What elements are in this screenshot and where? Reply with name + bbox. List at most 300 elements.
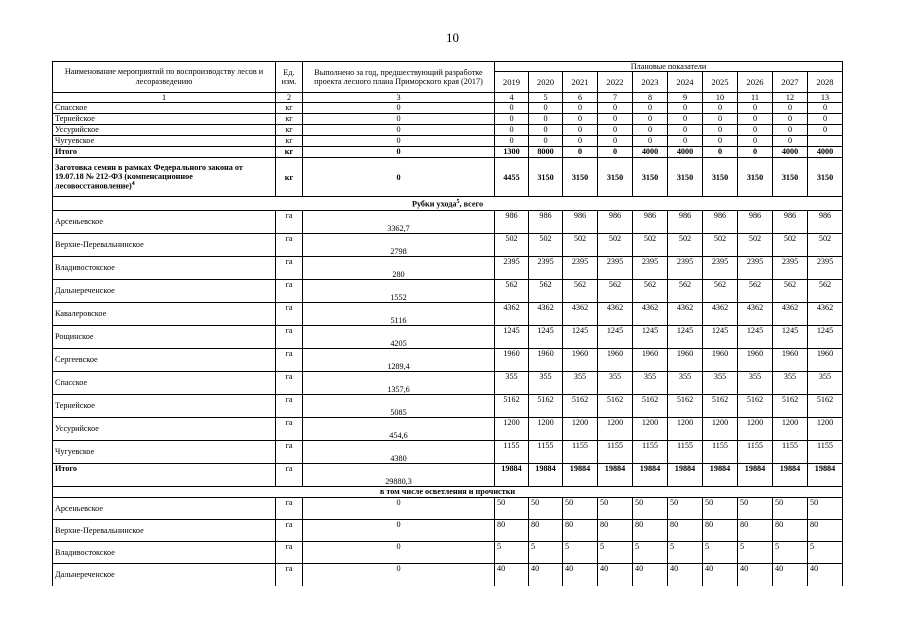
row-plan-value: 1155 (495, 440, 529, 463)
row-unit: га (276, 541, 303, 563)
year-header: 2020 (529, 72, 563, 93)
header-unit: Ед. изм. (276, 62, 303, 93)
row-name: Чугуевское (53, 440, 276, 463)
header-plan: Плановые показатели (495, 62, 843, 72)
row-name: Тернейское (53, 394, 276, 417)
row-plan-value: 1960 (563, 348, 598, 371)
row-plan-value: 0 (773, 125, 808, 136)
row-plan-value: 355 (773, 371, 808, 394)
row-plan-value: 986 (563, 210, 598, 233)
row-plan-value: 2395 (598, 256, 633, 279)
header-name: Наименование мероприятий по воспроизводству лесов и лесоразведению (53, 62, 276, 93)
row-plan-value: 986 (703, 210, 738, 233)
column-number: 2 (276, 93, 303, 103)
row-plan-value: 1960 (773, 348, 808, 371)
row-done-2017: 4380 (303, 440, 495, 463)
row-plan-value: 40 (563, 563, 598, 586)
row-plan-value (808, 136, 843, 147)
column-number: 10 (703, 93, 738, 103)
row-plan-value: 5 (738, 541, 773, 563)
row-done-2017: 1357,6 (303, 371, 495, 394)
row-plan-value: 5 (563, 541, 598, 563)
table-row (53, 279, 843, 302)
row-plan-value: 19884 (633, 463, 668, 486)
table-row (53, 114, 843, 125)
row-plan-value: 1155 (738, 440, 773, 463)
row-unit: га (276, 210, 303, 233)
row-plan-value: 50 (773, 497, 808, 519)
row-plan-value: 1200 (808, 417, 843, 440)
row-plan-value: 0 (738, 136, 773, 147)
row-plan-value: 5162 (703, 394, 738, 417)
row-plan-value: 1200 (668, 417, 703, 440)
row-unit: га (276, 279, 303, 302)
row-plan-value: 1245 (703, 325, 738, 348)
section-care-cuttings-label (53, 197, 843, 211)
row-plan-value: 40 (495, 563, 529, 586)
row-plan-value: 80 (529, 519, 563, 541)
table-row (53, 233, 843, 256)
row-plan-value: 40 (808, 563, 843, 586)
column-number: 5 (529, 93, 563, 103)
table-row (53, 136, 843, 147)
row-done-2017: 454,6 (303, 417, 495, 440)
row-plan-value: 5 (529, 541, 563, 563)
section-label: Рубки ухода (411, 199, 457, 209)
row-plan-value: 986 (773, 210, 808, 233)
row-plan-value: 502 (808, 233, 843, 256)
row-done-2017: 0 (303, 158, 495, 197)
row-unit: кг (276, 103, 303, 114)
row-name: Дальнереченское (53, 563, 276, 586)
row-plan-value: 3150 (773, 158, 808, 197)
row-plan-value: 1960 (738, 348, 773, 371)
row-plan-value: 5 (668, 541, 703, 563)
row-plan-value: 5 (633, 541, 668, 563)
row-plan-value: 502 (495, 233, 529, 256)
row-plan-value: 19884 (808, 463, 843, 486)
row-plan-value: 1300 (495, 147, 529, 158)
row-plan-value: 0 (703, 103, 738, 114)
column-number: 8 (633, 93, 668, 103)
row-done-2017: 0 (303, 125, 495, 136)
section-label: в том числе осветления и прочистки (379, 486, 516, 496)
row-plan-value: 40 (773, 563, 808, 586)
row-plan-value: 0 (495, 103, 529, 114)
row-name: Тернейское (53, 114, 276, 125)
row-plan-value: 0 (808, 114, 843, 125)
table-row (53, 325, 843, 348)
row-name: Спасское (53, 371, 276, 394)
row-plan-value: 80 (495, 519, 529, 541)
year-header: 2021 (563, 72, 598, 93)
row-unit: га (276, 325, 303, 348)
row-plan-value: 50 (738, 497, 773, 519)
row-plan-value: 0 (495, 125, 529, 136)
row-plan-value: 1155 (773, 440, 808, 463)
row-plan-value: 562 (668, 279, 703, 302)
year-header: 2028 (808, 72, 843, 93)
row-plan-value: 0 (773, 136, 808, 147)
row-plan-value: 562 (738, 279, 773, 302)
column-number: 11 (738, 93, 773, 103)
row-name: Итого (53, 463, 276, 486)
year-header: 2024 (668, 72, 703, 93)
row-plan-value: 19884 (529, 463, 563, 486)
row-name: Кавалеровское (53, 302, 276, 325)
row-plan-value: 1960 (529, 348, 563, 371)
row-unit: га (276, 233, 303, 256)
row-plan-value: 0 (773, 114, 808, 125)
row-plan-value: 5162 (808, 394, 843, 417)
row-plan-value: 1155 (703, 440, 738, 463)
row-plan-value: 1155 (668, 440, 703, 463)
row-plan-value: 80 (668, 519, 703, 541)
row-unit: кг (276, 136, 303, 147)
row-plan-value: 355 (598, 371, 633, 394)
row-unit: кг (276, 147, 303, 158)
row-plan-value: 0 (808, 103, 843, 114)
row-plan-value: 5 (598, 541, 633, 563)
row-plan-value: 1960 (633, 348, 668, 371)
row-plan-value: 2395 (668, 256, 703, 279)
row-unit: га (276, 497, 303, 519)
row-plan-value: 80 (563, 519, 598, 541)
row-unit: га (276, 371, 303, 394)
section-suffix: , всего (459, 199, 484, 209)
row-unit: га (276, 417, 303, 440)
row-plan-value: 1960 (808, 348, 843, 371)
row-plan-value: 4000 (668, 147, 703, 158)
row-plan-value: 2395 (529, 256, 563, 279)
column-number: 4 (495, 93, 529, 103)
row-plan-value: 19884 (738, 463, 773, 486)
row-plan-value: 4362 (703, 302, 738, 325)
row-name: Уссурийское (53, 417, 276, 440)
row-plan-value: 986 (598, 210, 633, 233)
row-plan-value: 0 (529, 136, 563, 147)
row-name: Арсеньевское (53, 497, 276, 519)
row-plan-value: 4455 (495, 158, 529, 197)
section-clearing (53, 486, 843, 497)
row-done-2017: 5116 (303, 302, 495, 325)
row-plan-value: 1200 (529, 417, 563, 440)
row-plan-value: 3150 (598, 158, 633, 197)
table-row (53, 541, 843, 563)
row-unit: га (276, 394, 303, 417)
row-unit: га (276, 256, 303, 279)
row-plan-value: 1245 (633, 325, 668, 348)
row-plan-value: 40 (703, 563, 738, 586)
table-row (53, 302, 843, 325)
row-plan-value: 1200 (703, 417, 738, 440)
row-plan-value: 355 (703, 371, 738, 394)
row-done-2017: 29880,3 (303, 463, 495, 486)
row-plan-value: 4362 (773, 302, 808, 325)
row-name: Арсеньевское (53, 210, 276, 233)
row-plan-value: 1960 (668, 348, 703, 371)
column-number-row (53, 93, 843, 103)
year-header: 2023 (633, 72, 668, 93)
row-plan-value: 4362 (495, 302, 529, 325)
row-plan-value: 50 (703, 497, 738, 519)
row-plan-value: 0 (633, 136, 668, 147)
row-unit: га (276, 519, 303, 541)
section-care-cuttings (53, 197, 843, 211)
row-plan-value: 502 (598, 233, 633, 256)
row-plan-value: 355 (495, 371, 529, 394)
year-header: 2026 (738, 72, 773, 93)
table-row (53, 125, 843, 136)
row-plan-value: 355 (738, 371, 773, 394)
row-plan-value: 0 (703, 136, 738, 147)
row-plan-value: 355 (563, 371, 598, 394)
row-plan-value: 1245 (668, 325, 703, 348)
row-plan-value: 0 (633, 114, 668, 125)
row-name: Спасское (53, 103, 276, 114)
table-row (53, 417, 843, 440)
row-plan-value: 1960 (703, 348, 738, 371)
row-plan-value: 5162 (633, 394, 668, 417)
row-plan-value: 1200 (773, 417, 808, 440)
row-plan-value: 50 (529, 497, 563, 519)
row-plan-value: 4000 (773, 147, 808, 158)
row-plan-value: 502 (668, 233, 703, 256)
row-plan-value: 0 (563, 147, 598, 158)
row-plan-value: 0 (738, 114, 773, 125)
row-plan-value: 50 (598, 497, 633, 519)
row-plan-value: 4000 (633, 147, 668, 158)
row-name: Верхне-Перевальнинское (53, 519, 276, 541)
row-plan-value: 1155 (529, 440, 563, 463)
row-done-2017: 0 (303, 103, 495, 114)
row-done-2017: 1289,4 (303, 348, 495, 371)
row-plan-value: 986 (529, 210, 563, 233)
header-done: Выполнено за год, предшествующий разработке проекта лесного плана Приморского края (2017) (303, 62, 495, 93)
row-name: Владивостокское (53, 541, 276, 563)
row-plan-value: 1155 (808, 440, 843, 463)
row-name: Уссурийское (53, 125, 276, 136)
row-plan-value: 2395 (703, 256, 738, 279)
row-plan-value: 50 (808, 497, 843, 519)
row-plan-value: 40 (738, 563, 773, 586)
row-plan-value: 0 (529, 125, 563, 136)
row-plan-value: 1200 (738, 417, 773, 440)
row-plan-value: 80 (633, 519, 668, 541)
row-unit: га (276, 563, 303, 586)
row-plan-value: 4362 (529, 302, 563, 325)
row-plan-value: 19884 (668, 463, 703, 486)
year-header: 2025 (703, 72, 738, 93)
row-name: Дальнереченское (53, 279, 276, 302)
table-row (53, 256, 843, 279)
row-plan-value: 5162 (773, 394, 808, 417)
row-plan-value: 4362 (563, 302, 598, 325)
row-plan-value: 19884 (563, 463, 598, 486)
row-plan-value: 0 (563, 136, 598, 147)
row-plan-value: 5162 (495, 394, 529, 417)
row-plan-value: 3150 (633, 158, 668, 197)
row-plan-value: 50 (668, 497, 703, 519)
row-plan-value: 562 (598, 279, 633, 302)
table-row (53, 371, 843, 394)
table-row (53, 147, 843, 158)
row-plan-value: 4000 (808, 147, 843, 158)
row-plan-value: 562 (773, 279, 808, 302)
row-plan-value: 19884 (598, 463, 633, 486)
row-plan-value: 5162 (598, 394, 633, 417)
row-plan-value: 3150 (738, 158, 773, 197)
row-plan-value: 1245 (495, 325, 529, 348)
row-done-2017: 0 (303, 136, 495, 147)
row-plan-value: 0 (598, 114, 633, 125)
row-unit: га (276, 348, 303, 371)
row-plan-value: 19884 (703, 463, 738, 486)
row-plan-value: 0 (495, 114, 529, 125)
row-plan-value: 4362 (808, 302, 843, 325)
row-name: Владивостокское (53, 256, 276, 279)
row-plan-value: 0 (668, 103, 703, 114)
row-plan-value: 0 (563, 125, 598, 136)
row-plan-value: 50 (633, 497, 668, 519)
row-plan-value: 5162 (668, 394, 703, 417)
row-plan-value: 986 (495, 210, 529, 233)
row-plan-value: 0 (703, 125, 738, 136)
row-done-2017: 5085 (303, 394, 495, 417)
row-unit: кг (276, 158, 303, 197)
row-plan-value: 1155 (563, 440, 598, 463)
row-plan-value: 3150 (703, 158, 738, 197)
table-row (53, 519, 843, 541)
row-plan-value: 0 (703, 114, 738, 125)
row-plan-value: 502 (633, 233, 668, 256)
row-plan-value: 0 (529, 114, 563, 125)
row-plan-value: 0 (563, 103, 598, 114)
row-plan-value: 1200 (598, 417, 633, 440)
reforestation-plan-table (52, 61, 843, 586)
row-done-2017: 3362,7 (303, 210, 495, 233)
row-plan-value: 0 (633, 103, 668, 114)
row-plan-value: 80 (808, 519, 843, 541)
row-plan-value: 40 (668, 563, 703, 586)
row-plan-value: 1200 (633, 417, 668, 440)
row-plan-value: 0 (598, 125, 633, 136)
year-header: 2022 (598, 72, 633, 93)
row-name: Верхне-Перевальнинское (53, 233, 276, 256)
row-name: Чугуевское (53, 136, 276, 147)
row-plan-value: 80 (703, 519, 738, 541)
table-row (53, 394, 843, 417)
row-plan-value: 502 (529, 233, 563, 256)
row-name: Рощинское (53, 325, 276, 348)
footnote-5: 5 (456, 199, 460, 205)
row-plan-value: 0 (529, 103, 563, 114)
row-plan-value: 3150 (529, 158, 563, 197)
row-plan-value: 1960 (495, 348, 529, 371)
row-plan-value: 2395 (808, 256, 843, 279)
row-plan-value: 2395 (563, 256, 598, 279)
row-plan-value: 0 (668, 136, 703, 147)
row-plan-value: 1245 (563, 325, 598, 348)
row-plan-value: 50 (563, 497, 598, 519)
row-plan-value: 5 (773, 541, 808, 563)
row-plan-value: 19884 (773, 463, 808, 486)
row-done-2017: 4205 (303, 325, 495, 348)
table-row (53, 563, 843, 586)
row-plan-value: 0 (633, 125, 668, 136)
column-number: 3 (303, 93, 495, 103)
page-number: 10 (446, 30, 459, 45)
row-plan-value: 80 (773, 519, 808, 541)
row-plan-value: 8000 (529, 147, 563, 158)
table-row (53, 463, 843, 486)
row-plan-value: 0 (563, 114, 598, 125)
row-plan-value: 1200 (563, 417, 598, 440)
row-plan-value: 19884 (495, 463, 529, 486)
table-row (53, 440, 843, 463)
row-plan-value: 1245 (738, 325, 773, 348)
row-plan-value: 562 (495, 279, 529, 302)
row-plan-value: 0 (738, 147, 773, 158)
table-row (53, 103, 843, 114)
row-plan-value: 0 (738, 125, 773, 136)
row-plan-value: 50 (495, 497, 529, 519)
row-plan-value: 4362 (598, 302, 633, 325)
year-header: 2027 (773, 72, 808, 93)
row-plan-value: 40 (633, 563, 668, 586)
row-plan-value: 1200 (495, 417, 529, 440)
row-plan-value: 3150 (563, 158, 598, 197)
row-done-2017: 0 (303, 541, 495, 563)
row-name: Заготовка семян в рамках Федерального закона от 19.07.18 № 212-ФЗ (компенсационное лесовосстановление)$^4$ (53, 158, 276, 197)
row-plan-value: 40 (598, 563, 633, 586)
row-name: Итого (53, 147, 276, 158)
table-row (53, 158, 843, 197)
row-plan-value: 0 (598, 147, 633, 158)
table-row (53, 497, 843, 519)
column-number: 6 (563, 93, 598, 103)
row-plan-value: 3150 (808, 158, 843, 197)
row-plan-value: 502 (703, 233, 738, 256)
row-unit: га (276, 440, 303, 463)
year-header: 2019 (495, 72, 529, 93)
row-plan-value: 355 (808, 371, 843, 394)
row-plan-value: 5162 (529, 394, 563, 417)
row-plan-value: 4362 (738, 302, 773, 325)
row-plan-value: 3150 (668, 158, 703, 197)
row-plan-value: 5 (703, 541, 738, 563)
row-plan-value: 2395 (738, 256, 773, 279)
row-done-2017: 0 (303, 519, 495, 541)
row-plan-value: 0 (808, 125, 843, 136)
row-plan-value: 562 (808, 279, 843, 302)
row-plan-value: 562 (563, 279, 598, 302)
row-plan-value: 986 (808, 210, 843, 233)
column-number: 12 (773, 93, 808, 103)
row-plan-value: 0 (738, 103, 773, 114)
table-row (53, 210, 843, 233)
row-plan-value: 1245 (598, 325, 633, 348)
row-plan-value: 0 (598, 103, 633, 114)
row-plan-value: 0 (703, 147, 738, 158)
row-plan-value: 1245 (529, 325, 563, 348)
row-done-2017: 0 (303, 114, 495, 125)
row-plan-value: 0 (668, 114, 703, 125)
row-plan-value: 0 (773, 103, 808, 114)
row-done-2017: 1552 (303, 279, 495, 302)
row-done-2017: 0 (303, 563, 495, 586)
row-plan-value: 4362 (668, 302, 703, 325)
